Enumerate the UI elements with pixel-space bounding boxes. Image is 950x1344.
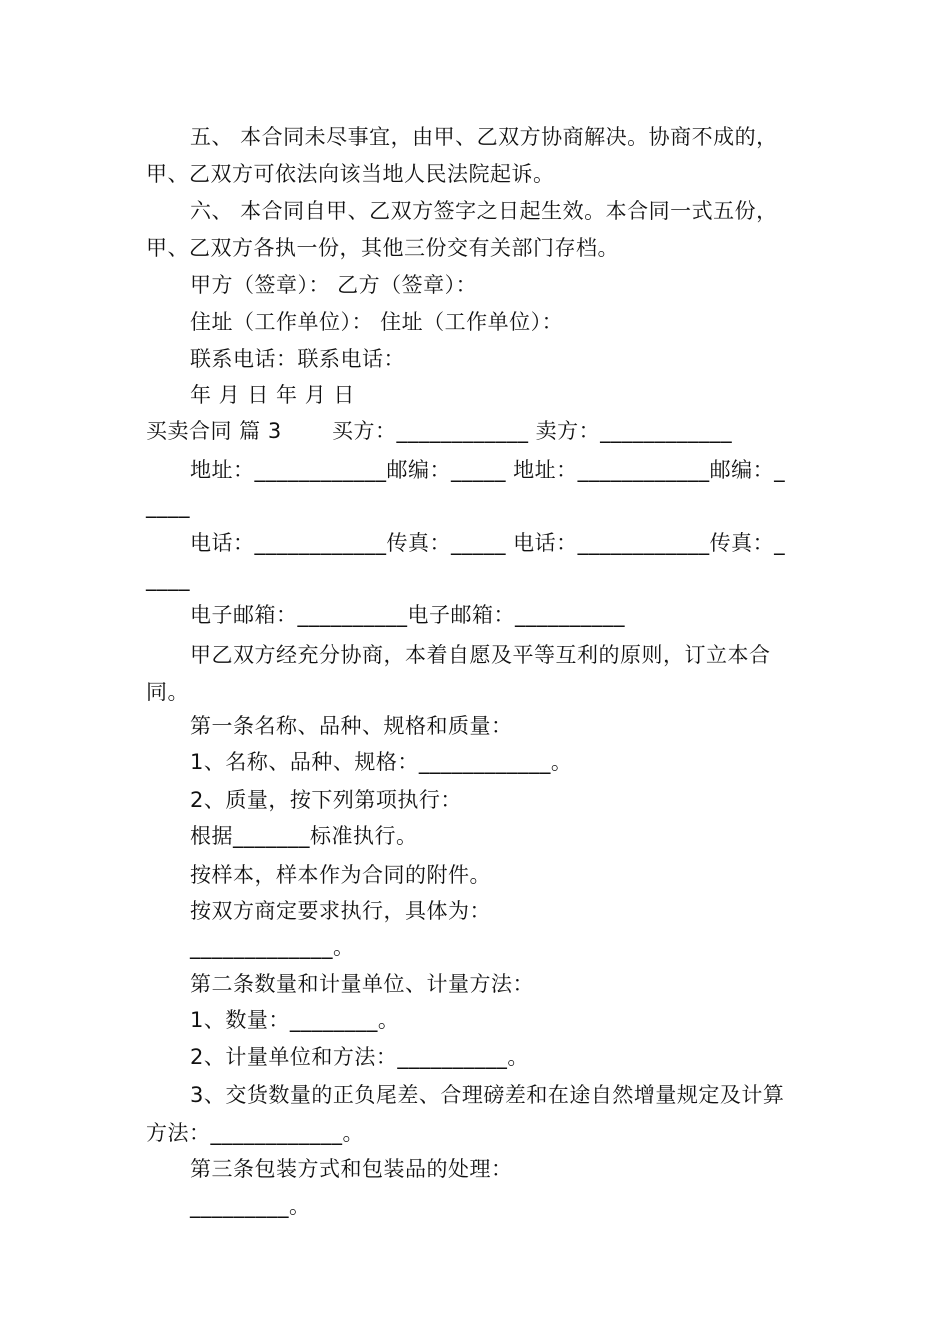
- preamble-line-1: 甲乙双方经充分协商，本着自愿及平等互利的原则，订立本合: [190, 643, 771, 667]
- phone-line: 联系电话：联系电话：: [190, 347, 405, 371]
- article-1-standard: 根据_______标准执行。: [190, 824, 418, 848]
- clause-6-line-2: 甲、乙双方各执一份，其他三份交有关部门存档。: [146, 236, 619, 260]
- phone-fax-line-cont: ____: [146, 567, 190, 591]
- article-2-item-3-line-1: 3、交货数量的正负尾差、合理磅差和在途自然增量规定及计算: [190, 1083, 785, 1107]
- contract-3-heading: 买卖合同 篇 3 买方：____________ 卖方：____________: [146, 419, 733, 443]
- date-line: 年 月 日 年 月 日: [190, 383, 355, 407]
- article-1-sample: 按样本，样本作为合同的附件。: [190, 863, 491, 887]
- clause-5-line-1: 五、 本合同未尽事宜，由甲、乙双方协商解决。协商不成的，: [190, 125, 778, 149]
- article-1-heading: 第一条名称、品种、规格和质量：: [190, 714, 513, 738]
- article-1-item-2: 2、质量，按下列第项执行：: [190, 788, 462, 812]
- article-1-agreed-blank: _____________。: [190, 935, 355, 959]
- article-2-item-2: 2、计量单位和方法：__________。: [190, 1045, 529, 1069]
- article-2-heading: 第二条数量和计量单位、计量方法：: [190, 972, 534, 996]
- preamble-line-2: 同。: [146, 680, 189, 704]
- article-3-heading: 第三条包装方式和包装品的处理：: [190, 1157, 513, 1181]
- clause-6-line-1: 六、 本合同自甲、乙双方签字之日起生效。本合同一式五份，: [190, 199, 778, 223]
- article-2-item-1: 1、数量：________。: [190, 1008, 400, 1032]
- clause-5-line-2: 甲、乙双方可依法向该当地人民法院起诉。: [146, 162, 555, 186]
- article-2-item-3-line-2: 方法：____________。: [146, 1121, 364, 1145]
- address-postcode-line: 地址：____________邮编：_____ 地址：____________邮编：_: [190, 458, 786, 482]
- article-1-item-1: 1、名称、品种、规格：____________。: [190, 750, 573, 774]
- address-postcode-line-cont: ____: [146, 494, 190, 518]
- email-line: 电子邮箱：__________电子邮箱：__________: [190, 603, 625, 627]
- article-1-agreed: 按双方商定要求执行，具体为：: [190, 899, 491, 923]
- phone-fax-line: 电话：____________传真：_____ 电话：____________传真：_: [190, 531, 786, 555]
- address-line: 住址（工作单位）： 住址（工作单位）：: [190, 310, 564, 334]
- article-3-blank: _________。: [190, 1194, 311, 1218]
- signature-line: 甲方（签章）： 乙方（签章）：: [190, 273, 478, 297]
